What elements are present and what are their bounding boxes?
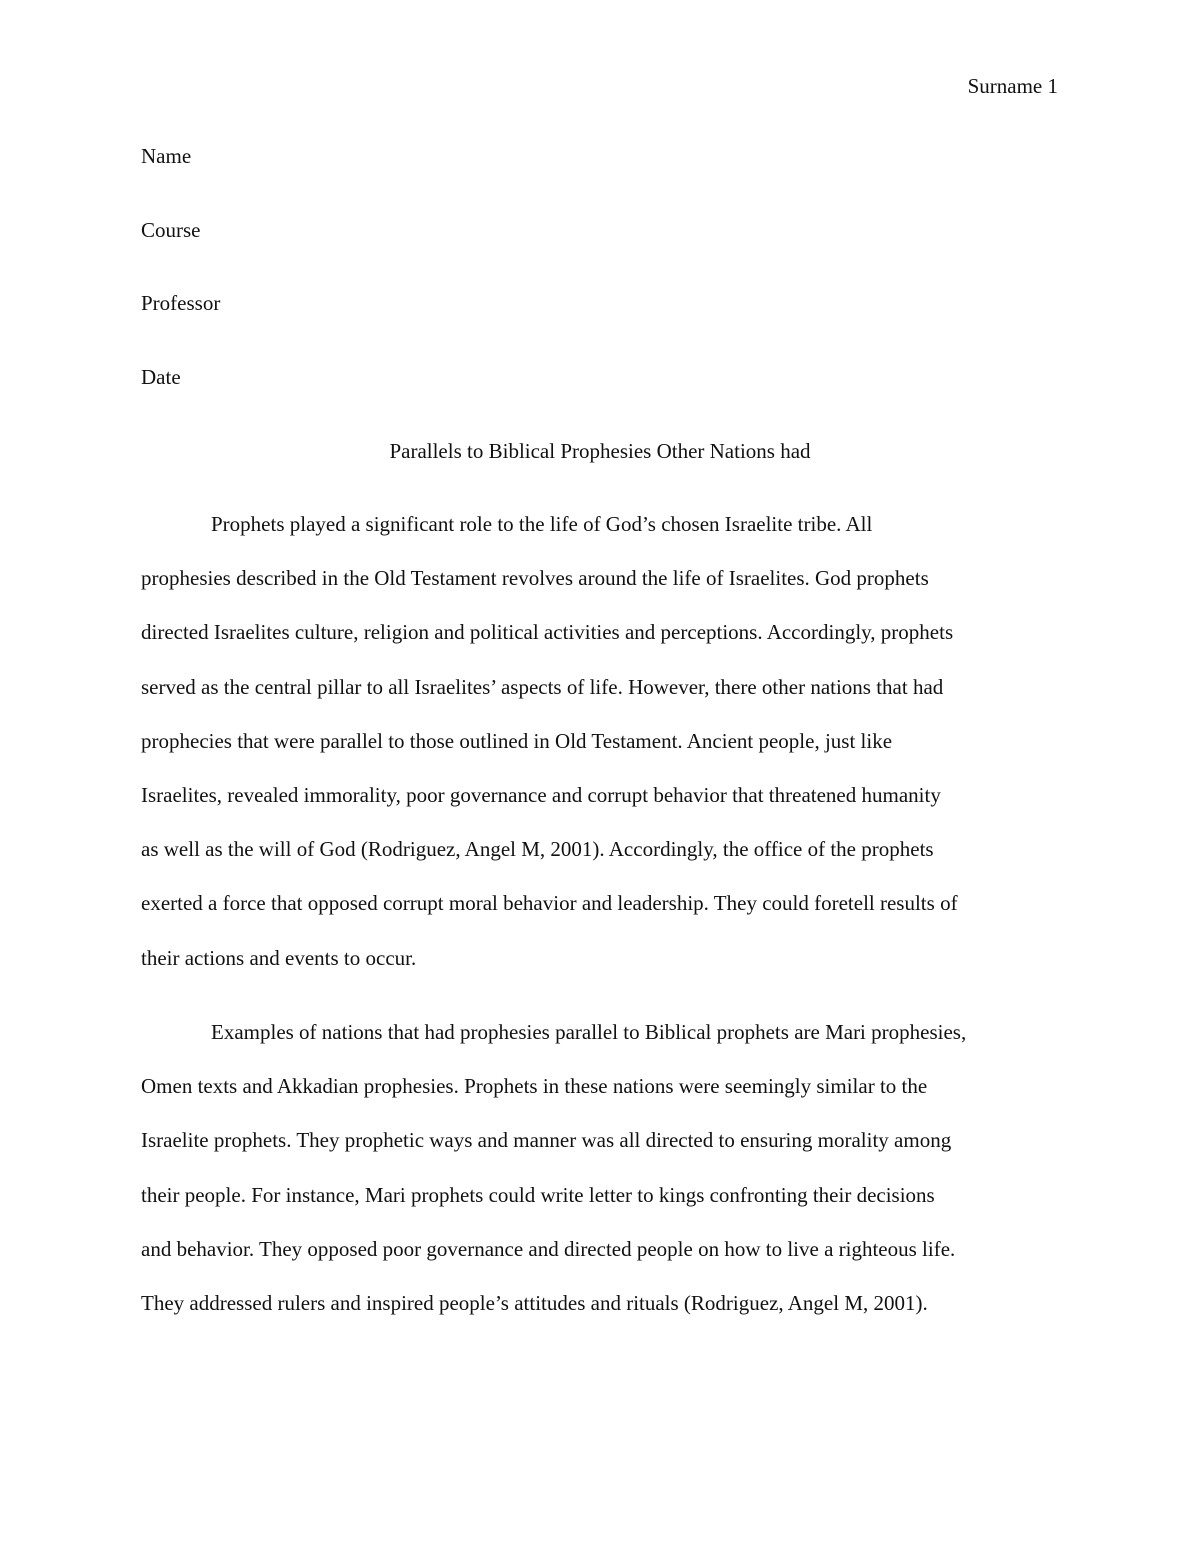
paragraph-1-line: prophecies that were parallel to those outlined in Old Testament. Ancient people, just like xyxy=(141,728,893,753)
paragraph-1-line: exerted a force that opposed corrupt moral behavior and leadership. They could foretell results of xyxy=(141,891,958,916)
paragraph-2 xyxy=(141,1005,1059,1330)
heading-date: Date xyxy=(141,365,181,389)
paragraph-1-line: served as the central pillar to all Israelites’ aspects of life. However, there other nations that had xyxy=(141,674,944,699)
paragraph-2-line: Omen texts and Akkadian prophesies. Prophets in these nations were seemingly similar to the xyxy=(141,1074,928,1099)
heading-course: Course xyxy=(141,218,201,242)
paragraph-1-line: Prophets played a significant role to the life of God’s chosen Israelite tribe. All xyxy=(211,512,873,536)
paragraph-1-line: Israelites, revealed immorality, poor governance and corrupt behavior that threatened humanity xyxy=(141,783,941,808)
paragraph-2-line: Examples of nations that had prophesies parallel to Biblical prophets are Mari prophesies, xyxy=(211,1020,967,1044)
paragraph-2-line: their people. For instance, Mari prophets could write letter to kings confronting their decisions xyxy=(141,1182,935,1207)
essay-title: Parallels to Biblical Prophesies Other Nations had xyxy=(389,439,811,463)
heading-professor: Professor xyxy=(141,291,221,315)
paragraph-1 xyxy=(141,497,1059,985)
paragraph-1-line: directed Israelites culture, religion and political activities and perceptions. Accordingly, prophets xyxy=(141,620,954,645)
paragraph-1-line: as well as the will of God (Rodriguez, Angel M, 2001). Accordingly, the office of the prophets xyxy=(141,837,934,862)
paragraph-2-line: and behavior. They opposed poor governance and directed people on how to live a righteous life. xyxy=(141,1236,956,1261)
heading-name: Name xyxy=(141,144,192,168)
paragraph-2-line: Israelite prophets. They prophetic ways and manner was all directed to ensuring morality among xyxy=(141,1128,952,1153)
paragraph-2-line: They addressed rulers and inspired people’s attitudes and rituals (Rodriguez, Angel M, 2001). xyxy=(141,1291,928,1316)
running-header: Surname 1 xyxy=(967,74,1058,98)
paragraph-1-line: their actions and events to occur. xyxy=(141,945,417,970)
paragraph-1-line: prophesies described in the Old Testament revolves around the life of Israelites. God prophets xyxy=(141,566,929,591)
